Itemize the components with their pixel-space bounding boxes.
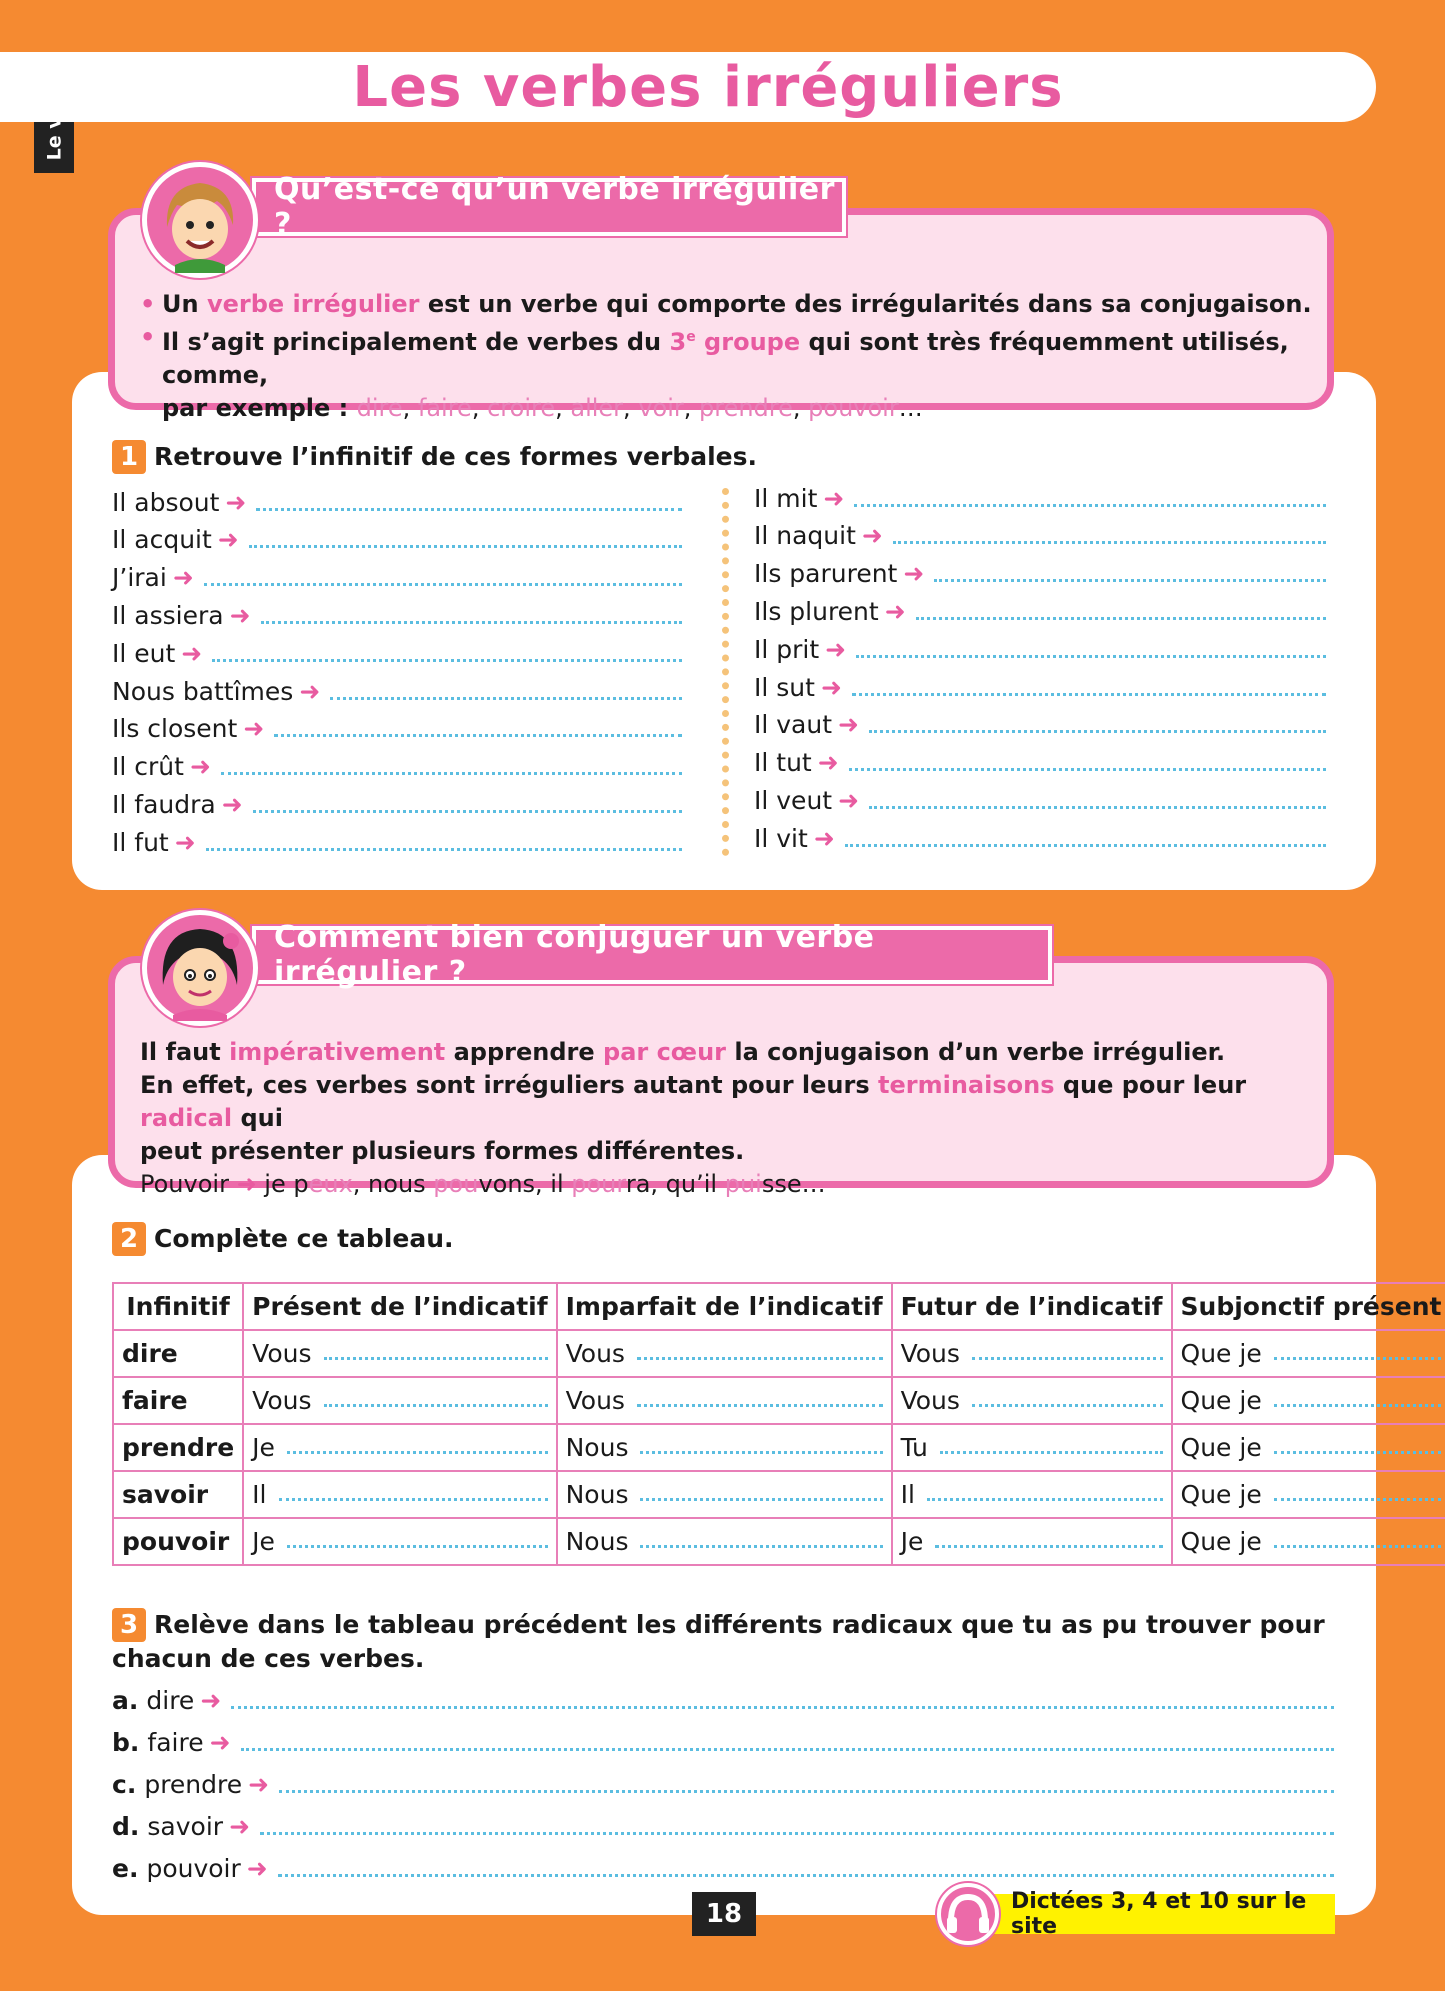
conjugation-cell[interactable]: [557, 1518, 892, 1565]
answer-line[interactable]: [916, 617, 1326, 620]
answer-line[interactable]: [231, 1706, 1334, 1709]
conjugation-cell[interactable]: [243, 1518, 556, 1565]
conjugation-cell[interactable]: [892, 1330, 1172, 1377]
bullet-2: [140, 321, 1320, 425]
answer-line[interactable]: [330, 697, 682, 700]
lesson-heading-1: Qu’est-ce qu’un verbe irrégulier ?: [252, 178, 846, 236]
exercise-1-item: [754, 669, 1326, 705]
pronoun-label: Que je: [1180, 1527, 1262, 1556]
answer-line[interactable]: [1274, 1404, 1442, 1407]
arrow-icon: ➜: [217, 525, 239, 555]
conjugation-cell[interactable]: [243, 1471, 556, 1518]
answer-line[interactable]: [893, 541, 1326, 544]
answer-line[interactable]: [279, 1498, 548, 1501]
example-verb: pouvoir: [808, 394, 899, 422]
answer-line[interactable]: [1274, 1545, 1442, 1548]
answer-line[interactable]: [261, 621, 682, 624]
exercise-number-2: 2: [112, 1222, 146, 1256]
pronoun-label: Nous: [565, 1433, 629, 1462]
item-verb: savoir: [147, 1811, 224, 1841]
exercise-1-item: [112, 484, 682, 520]
conjugation-cell[interactable]: [1172, 1330, 1445, 1377]
exercise-1-item: [112, 597, 682, 633]
table-header-cell: Subjonctif présent: [1172, 1283, 1445, 1330]
pronoun-label: Vous: [565, 1386, 625, 1415]
answer-line[interactable]: [934, 579, 1326, 582]
answer-line[interactable]: [324, 1404, 548, 1407]
arrow-icon: ➜: [903, 559, 925, 589]
verb-form-label: Il vaut: [754, 710, 833, 740]
exercise-1-item: [754, 480, 1326, 516]
answer-line[interactable]: [869, 806, 1326, 809]
separator: ,: [402, 394, 418, 422]
boy-face-icon: [147, 167, 253, 273]
verb-form-label: Il naquit: [754, 521, 856, 551]
verb-form-label: Nous battîmes: [112, 676, 294, 706]
table-row: [113, 1330, 1445, 1377]
conjugation-cell[interactable]: [1172, 1471, 1445, 1518]
verb-form-label: Il assiera: [112, 600, 224, 630]
column-divider: [722, 488, 729, 856]
answer-line[interactable]: [940, 1451, 1163, 1454]
exercise-3-item: [112, 1766, 1334, 1802]
headphones-icon: [937, 1883, 999, 1945]
girl-face-icon: [147, 915, 253, 1021]
conjugation-cell[interactable]: [243, 1424, 556, 1471]
arrow-icon: ➜: [181, 638, 203, 668]
arrow-icon: ➜: [299, 676, 321, 706]
example-verbs: [357, 394, 899, 422]
example-verb: croire: [487, 394, 556, 422]
bullet-dot-icon: •: [140, 290, 156, 318]
text-segment: est un verbe qui comporte des irrégularités dans sa conjugaison.: [419, 290, 1312, 318]
exercise-1-item: [112, 522, 682, 558]
item-verb: pouvoir: [146, 1853, 241, 1883]
item-verb: dire: [146, 1685, 195, 1715]
highlight-verbe-irregulier: verbe irrégulier: [206, 290, 420, 318]
exercise-1-item: [754, 593, 1326, 629]
answer-line[interactable]: [1274, 1357, 1442, 1360]
conjugation-cell[interactable]: [243, 1377, 556, 1424]
separator: ,: [792, 394, 809, 422]
item-verb: prendre: [144, 1769, 243, 1799]
answer-line[interactable]: [972, 1357, 1163, 1360]
table-header-cell: Futur de l’indicatif: [892, 1283, 1172, 1330]
arrow-icon: ➜: [825, 634, 847, 664]
highlight-par-coeur: par cœur: [603, 1038, 726, 1066]
answer-line[interactable]: [637, 1404, 883, 1407]
separator: ,: [555, 394, 571, 422]
exercise-1-item: [754, 556, 1326, 592]
example-verb: dire: [356, 394, 403, 422]
verb-form-label: Ils parurent: [754, 559, 898, 589]
highlight-imperativement: impérativement: [229, 1038, 446, 1066]
lesson2-example-line: Pouvoir ➜ je peux, nous pouvons, il pourra, qu’il puisse…: [140, 1170, 826, 1198]
arrow-icon: ➜: [229, 600, 251, 630]
exercise-3-instruction-line-2: chacun de ces verbes.: [112, 1644, 425, 1673]
infinitive-cell: savoir: [113, 1471, 243, 1518]
lesson2-line-1: Il faut impérativement apprendre par cœur la conjugaison d’un verbe irrégulier.: [140, 1038, 1226, 1066]
conjugation-cell[interactable]: [557, 1424, 892, 1471]
exercise-number-1: 1: [112, 440, 146, 474]
verb-form-label: Il mit: [754, 483, 818, 513]
verb-form-label: Il eut: [112, 638, 176, 668]
arrow-icon: ➜: [229, 1811, 251, 1841]
arrow-icon: ➜: [248, 1769, 270, 1799]
answer-line[interactable]: [206, 848, 682, 851]
highlight-radical: radical: [140, 1104, 233, 1132]
verb-form-label: Il crût: [112, 752, 184, 782]
exercise-1-item: [112, 673, 682, 709]
table-header-cell: Infinitif: [113, 1283, 243, 1330]
infinitive-cell: faire: [113, 1377, 243, 1424]
separator: ,: [471, 394, 488, 422]
headphones-glyph-icon: [941, 1887, 995, 1941]
pronoun-label: Que je: [1180, 1386, 1262, 1415]
answer-line[interactable]: [927, 1498, 1163, 1501]
answer-line[interactable]: [204, 583, 682, 586]
conjugation-table: [112, 1282, 1445, 1566]
answer-line[interactable]: [287, 1451, 548, 1454]
answer-line[interactable]: [274, 734, 682, 737]
lesson2-line-3: peut présenter plusieurs formes différentes.: [140, 1137, 745, 1165]
conjugation-cell[interactable]: [243, 1330, 556, 1377]
answer-line[interactable]: [260, 1832, 1334, 1835]
bullet-dot-icon: •: [140, 323, 156, 351]
page-number: 18: [692, 1892, 756, 1936]
boy-avatar-icon: [142, 162, 258, 278]
verb-form-label: Il fut: [112, 827, 169, 857]
arrow-icon: ➜: [838, 785, 860, 815]
arrow-icon: ➜: [820, 672, 842, 702]
lesson-text-1: [140, 288, 1320, 425]
verb-form-label: Il faudra: [112, 789, 216, 819]
answer-line[interactable]: [640, 1451, 882, 1454]
exercise-1-item: [754, 820, 1326, 856]
lesson-heading-2: Comment bien conjuguer un verbe irrégulier ?: [252, 926, 1052, 984]
exercise-1-title: [112, 440, 757, 474]
arrow-icon: ➜: [189, 752, 211, 782]
answer-line[interactable]: [287, 1545, 548, 1548]
girl-avatar-icon: [142, 910, 258, 1026]
pronoun-label: Nous: [565, 1527, 629, 1556]
exercise-1-item: [754, 782, 1326, 818]
item-letter: a.: [112, 1685, 139, 1715]
arrow-icon: ➜: [174, 827, 196, 857]
answer-line[interactable]: [637, 1357, 883, 1360]
exercise-2-instruction: Complète ce tableau.: [154, 1224, 454, 1253]
conjugation-cell[interactable]: [1172, 1518, 1445, 1565]
exercise-3-item: [112, 1808, 1334, 1844]
exercise-3-instruction-line-1: Relève dans le tableau précédent les différents radicaux que tu as pu trouver pour: [154, 1610, 1325, 1639]
exercise-1-item: [112, 824, 682, 860]
pronoun-label: Vous: [900, 1339, 960, 1368]
verb-form-label: Il sut: [754, 672, 815, 702]
pronoun-label: Que je: [1180, 1339, 1262, 1368]
pronoun-label: Nous: [565, 1480, 629, 1509]
pronoun-label: Que je: [1180, 1480, 1262, 1509]
conjugation-cell[interactable]: [892, 1377, 1172, 1424]
verb-form-label: Il acquit: [112, 525, 212, 555]
conjugation-cell[interactable]: [557, 1330, 892, 1377]
arrow-icon: ➜: [246, 1853, 268, 1883]
item-letter: e.: [112, 1853, 139, 1883]
text-segment: Il s’agit principalement de verbes du: [162, 328, 670, 356]
lesson2-line-2: En effet, ces verbes sont irréguliers autant pour leurs terminaisons que pour leur radical qui: [140, 1071, 1247, 1132]
item-letter: b.: [112, 1727, 140, 1757]
exercise-1-item: [112, 560, 682, 596]
answer-line[interactable]: [1274, 1451, 1442, 1454]
table-header-cell: Imparfait de l’indicatif: [557, 1283, 892, 1330]
highlight-groupe: groupe: [695, 328, 801, 356]
verb-form-label: Ils closent: [112, 714, 238, 744]
item-letter: c.: [112, 1769, 137, 1799]
table-body: [113, 1330, 1445, 1565]
exercise-2-title: [112, 1222, 454, 1256]
example-verb: aller: [570, 394, 624, 422]
arrow-icon: ➜: [221, 789, 243, 819]
text-segment: par exemple :: [162, 394, 357, 422]
text-segment: Un: [162, 290, 207, 318]
table-row: [113, 1518, 1445, 1565]
text-segment: qui sont très fréquemment utilisés, comme,: [162, 328, 1289, 389]
arrow-icon: ➜: [813, 823, 835, 853]
arrow-icon: ➜: [200, 1685, 222, 1715]
conjugation-cell[interactable]: [892, 1424, 1172, 1471]
verb-form-label: Il prit: [754, 634, 820, 664]
arrow-icon: ➜: [838, 710, 859, 740]
conjugation-cell[interactable]: [1172, 1424, 1445, 1471]
exercise-1-item: [754, 745, 1326, 781]
table-row: [113, 1471, 1445, 1518]
table-row: [113, 1377, 1445, 1424]
exercise-3-item: [112, 1724, 1334, 1760]
exercise-1-item: [112, 635, 682, 671]
highlight-3: 3: [669, 328, 687, 356]
conjugation-cell[interactable]: [892, 1518, 1172, 1565]
answer-line[interactable]: [849, 768, 1326, 771]
exercise-1-instruction: Retrouve l’infinitif de ces formes verbales.: [154, 442, 757, 471]
arrow-icon: ➜: [225, 487, 247, 517]
answer-line[interactable]: [852, 693, 1326, 696]
arrow-icon: ➜: [236, 1170, 257, 1198]
answer-line[interactable]: [253, 810, 682, 813]
highlight-terminaisons: terminaisons: [878, 1071, 1055, 1099]
pronoun-label: Vous: [252, 1386, 312, 1415]
infinitive-cell: prendre: [113, 1424, 243, 1471]
conjugation-cell[interactable]: [557, 1471, 892, 1518]
pronoun-label: Vous: [900, 1386, 960, 1415]
infinitive-cell: dire: [113, 1330, 243, 1377]
pronoun-label: Je: [900, 1527, 924, 1556]
separator: ,: [683, 394, 699, 422]
exercise-1-item: [112, 786, 682, 822]
answer-line[interactable]: [640, 1498, 882, 1501]
item-letter: d.: [112, 1811, 140, 1841]
page-title: Les verbes irréguliers: [352, 54, 1064, 120]
arrow-icon: ➜: [817, 748, 839, 778]
exercise-3-title: [112, 1608, 1342, 1675]
lesson-text-2: [140, 1036, 1320, 1201]
arrow-icon: ➜: [172, 563, 194, 593]
answer-line[interactable]: [324, 1357, 548, 1360]
superscript-e: e: [686, 329, 696, 345]
answer-line[interactable]: [869, 730, 1326, 733]
title-banner: [0, 52, 1376, 122]
dictee-link[interactable]: Dictées 3, 4 et 10 sur le site: [985, 1894, 1335, 1934]
item-verb: faire: [147, 1727, 204, 1757]
answer-line[interactable]: [256, 508, 682, 511]
pronoun-label: Je: [252, 1433, 275, 1462]
answer-line[interactable]: [221, 772, 682, 775]
arrow-icon: ➜: [884, 596, 906, 626]
arrow-icon: ➜: [243, 714, 265, 744]
table-row: [113, 1424, 1445, 1471]
answer-line[interactable]: [856, 655, 1326, 658]
table-header-row: [113, 1283, 1445, 1330]
answer-line[interactable]: [1274, 1498, 1442, 1501]
pronoun-label: Il: [252, 1480, 267, 1509]
exercise-1-item: [754, 518, 1326, 554]
answer-line[interactable]: [249, 545, 682, 548]
pronoun-label: Il: [900, 1480, 915, 1509]
infinitive-cell: pouvoir: [113, 1518, 243, 1565]
arrow-icon: ➜: [823, 483, 845, 513]
verb-form-label: Il absout: [112, 487, 220, 517]
answer-line[interactable]: [845, 844, 1326, 847]
arrow-icon: ➜: [209, 1727, 231, 1757]
conjugation-cell[interactable]: [1172, 1377, 1445, 1424]
example-verb: prendre: [699, 394, 793, 422]
answer-line[interactable]: [279, 1790, 1334, 1793]
answer-line[interactable]: [640, 1545, 882, 1548]
conjugation-cell[interactable]: [892, 1471, 1172, 1518]
answer-line[interactable]: [935, 1545, 1162, 1548]
exercise-1-item: [754, 707, 1326, 743]
exercise-1-item: [112, 749, 682, 785]
answer-line[interactable]: [854, 504, 1326, 507]
verb-form-label: Il tut: [754, 748, 812, 778]
exercise-1-item: [754, 631, 1326, 667]
answer-line[interactable]: [278, 1874, 1334, 1877]
example-verb: voir: [638, 394, 684, 422]
verb-form-label: J’irai: [112, 563, 167, 593]
verb-form-label: Ils plurent: [754, 596, 879, 626]
conjugation-cell[interactable]: [557, 1377, 892, 1424]
example-verb: faire: [417, 394, 472, 422]
answer-line[interactable]: [212, 659, 682, 662]
exercise-number-3: 3: [112, 1608, 146, 1642]
exercise-3-item: [112, 1850, 1334, 1886]
table-header-cell: Présent de l’indicatif: [243, 1283, 556, 1330]
pronoun-label: Que je: [1180, 1433, 1262, 1462]
arrow-icon: ➜: [861, 521, 883, 551]
pronoun-label: Tu: [900, 1433, 928, 1462]
answer-line[interactable]: [972, 1404, 1163, 1407]
exercise-1-item: [112, 711, 682, 747]
pronoun-label: Je: [252, 1527, 275, 1556]
answer-line[interactable]: [241, 1748, 1334, 1751]
ellipsis: …: [898, 394, 923, 422]
verb-form-label: Il vit: [754, 823, 808, 853]
exercise-3-item: [112, 1682, 1334, 1718]
pronoun-label: Vous: [565, 1339, 625, 1368]
pronoun-label: Vous: [252, 1339, 312, 1368]
separator: ,: [623, 394, 639, 422]
bullet-1: [140, 288, 1320, 321]
verb-form-label: Il veut: [754, 785, 833, 815]
